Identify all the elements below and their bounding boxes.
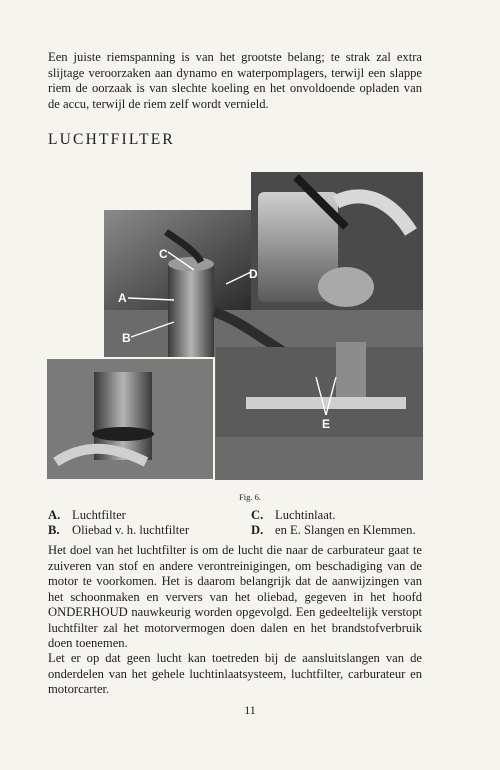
legend-letter: A. bbox=[48, 508, 61, 522]
label-e: E bbox=[322, 417, 331, 431]
figure-6-photo bbox=[46, 172, 423, 480]
legend-row bbox=[48, 508, 422, 523]
section-heading: LUCHTFILTER bbox=[48, 131, 175, 148]
legend-letter: D. bbox=[251, 523, 264, 537]
legend-item-b bbox=[48, 523, 235, 538]
label-b: B bbox=[122, 331, 131, 345]
figure-caption: Fig. 6. bbox=[239, 492, 261, 502]
legend-text: Oliebad v. h. luchtfilter bbox=[72, 523, 190, 537]
legend-item-c bbox=[235, 508, 422, 523]
label-a: A bbox=[118, 291, 127, 305]
body-paragraph-1: Het doel van het luchtfilter is om de lucht die naar de carburateur gaat te zuiveren van stof en andere verontreinigingen, om beschadiging van de motor te voorkomen. Het is daarom belangrijk dat de aanwijzingen van het schoonmaken en ververs van het oliebad, gegeven in het hoofd ONDERHOUD nauwkeurig worden opgevolgd. Een gedeeltelijk verstopt luchtfilter zal het motorvermogen doen dalen en het brandstofverbruik doen toenemen. bbox=[48, 543, 422, 650]
legend-item-d-e bbox=[235, 523, 422, 538]
legend-text: Luchtinlaat. bbox=[275, 508, 336, 522]
label-c: C bbox=[159, 247, 168, 261]
engine-photo-collage bbox=[46, 172, 423, 480]
figure-legend bbox=[48, 508, 422, 538]
legend-text: Luchtfilter bbox=[72, 508, 126, 522]
legend-row bbox=[48, 523, 422, 538]
body-paragraph-2: Let er op dat geen lucht kan toetreden bij de aansluitslangen van de onderdelen van het gehele luchtinlaatsysteem, luchtfilter, carburateur en motorcarter. bbox=[48, 651, 422, 696]
intro-paragraph: Een juiste riemspanning is van het grootste belang; te strak zal extra slijtage veroorzaken aan dynamo en waterpomplagers, terwijl een slappe riem de oorzaak is van slechte koeling en het onvoldoende opladen van de accu, terwijl de riem zelf wordt vernield. bbox=[48, 50, 422, 111]
legend-item-a bbox=[48, 508, 235, 523]
legend-letter: B. bbox=[48, 523, 60, 537]
page-number: 11 bbox=[244, 703, 256, 717]
legend-letter: C. bbox=[251, 508, 264, 522]
legend-text: en E. Slangen en Klemmen. bbox=[275, 523, 416, 537]
label-d: D bbox=[249, 267, 258, 281]
